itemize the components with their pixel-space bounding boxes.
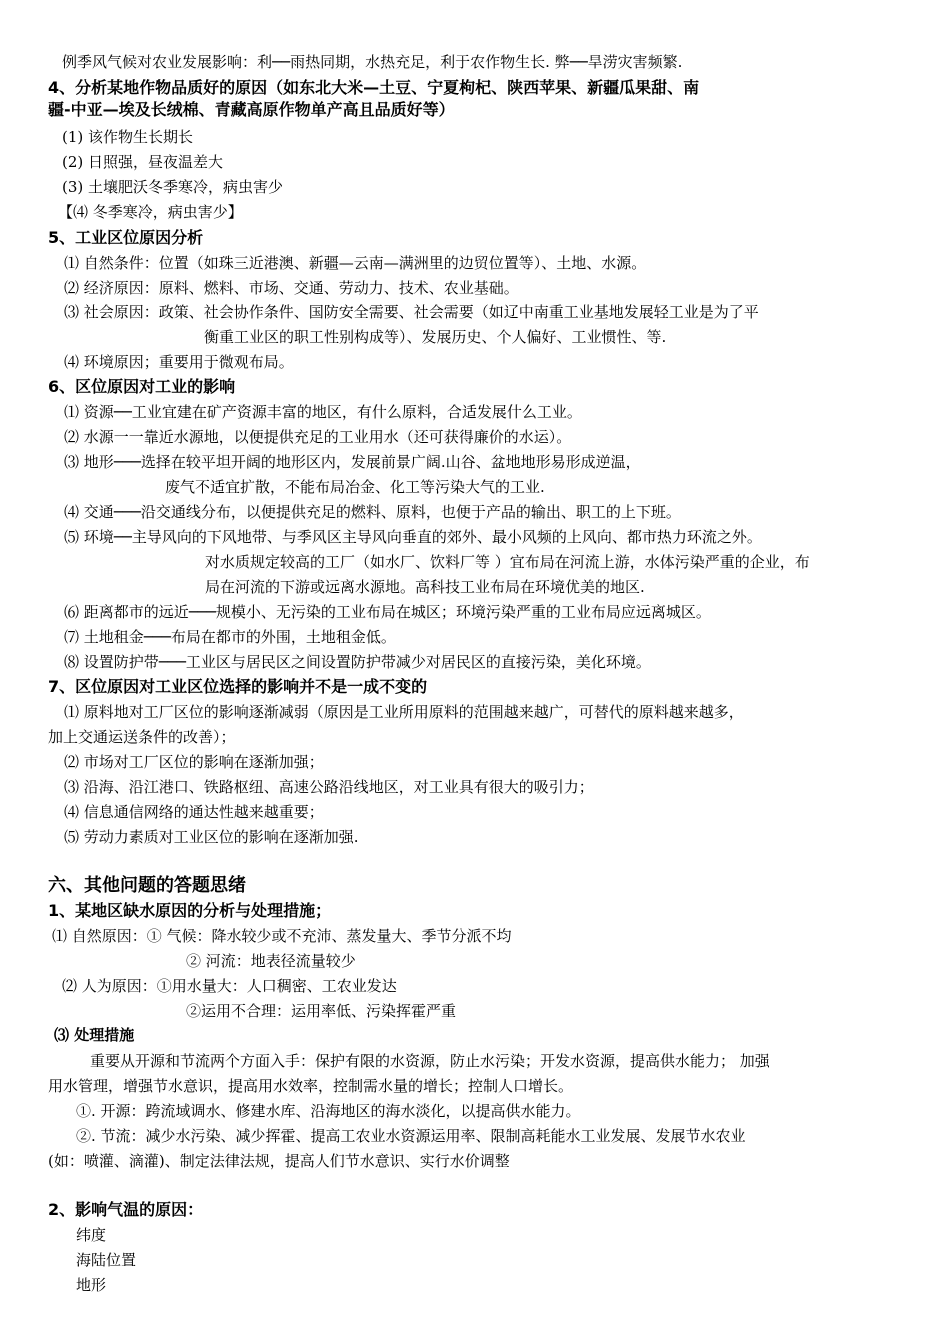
section-6-item-4: ⑷ 交通───沿交通线分布，以便提供充足的燃料、原料，也便于产品的输出、职工的上下班。	[64, 503, 681, 521]
natural-causes-river: ② 河流：地表径流量较少	[186, 952, 356, 970]
section-6-item-3-cont: 废气不适宜扩散，不能布局冶金、化工等污染大气的工业.	[165, 478, 545, 496]
section-6-item-7: ⑺ 土地租金───布局在都市的外围，土地租金低。	[64, 628, 396, 646]
section-6-heading: 6、区位原因对工业的影响	[48, 377, 236, 396]
natural-causes: ⑴ 自然原因：① 气候：降水较少或不充沛、蒸发量大、季节分派不均	[52, 927, 512, 945]
section-5-heading: 5、工业区位原因分析	[48, 228, 204, 247]
section-5-item-3-cont: 衡重工业区的职工性别构成等）、发展历史、个人偏好、工业惯性、等.	[204, 328, 667, 346]
section-6-item-2: ⑵ 水源一一靠近水源地，以便提供充足的工业用水（还可获得廉价的水运）。	[64, 428, 572, 446]
water-shortage-heading: 1、某地区缺水原因的分析与处理措施；	[48, 901, 332, 920]
section-5-item-2: ⑵ 经济原因：原料、燃料、市场、交通、劳动力、技术、农业基础。	[64, 279, 519, 297]
measure-open-source: ①. 开源：跨流域调水、修建水库、沿海地区的海水淡化，以提高供水能力。	[76, 1102, 581, 1120]
part-6-heading: 六、其他问题的答题思绪	[48, 875, 246, 896]
section-4-item-2: (2) 日照强，昼夜温差大	[62, 153, 224, 171]
section-6-item-8: ⑻ 设置防护带───工业区与居民区之间设置防护带减少对居民区的直接污染，美化环境。	[64, 653, 651, 671]
section-7-item-4: ⑷ 信息通信网络的通达性越来越重要；	[64, 803, 324, 821]
section-5-item-3: ⑶ 社会原因：政策、社会协作条件、国防安全需要、社会需要（如辽中南重工业基地发展轻工业是为了平	[64, 303, 759, 321]
section-5-item-1: ⑴ 自然条件：位置（如珠三近港澳、新疆—云南—满洲里的边贸位置等）、土地、水源。	[64, 254, 647, 272]
measure-conserve-cont: (如：喷灌、滴灌)、制定法律法规，提高人们节水意识、实行水价调整	[48, 1152, 510, 1170]
factor-land-sea-position: 海陆位置	[76, 1251, 137, 1269]
temperature-factors-heading: 2、影响气温的原因：	[48, 1200, 204, 1219]
section-6-item-1: ⑴ 资源──工业宜建在矿产资源丰富的地区，有什么原料，合适发展什么工业。	[64, 403, 582, 421]
section-6-item-5-cont-2: 局在河流的下游或远离水源地。高科技工业布局在环境优美的地区.	[205, 578, 645, 596]
section-6-item-5-cont-1: 对水质规定较高的工厂（如水厂、饮料厂等 ）宜布局在河流上游，水体污染严重的企业，布	[205, 553, 810, 571]
section-7-item-2: ⑵ 市场对工厂区位的影响在逐渐加强；	[64, 753, 324, 771]
section-6-item-5: ⑸ 环境──主导风向的下风地带、与季风区主导风向垂直的郊外、最小风频的上风向、都市热力环流之外。	[64, 528, 762, 546]
section-7-item-5: ⑸ 劳动力素质对工业区位的影响在逐渐加强.	[64, 828, 359, 846]
section-7-heading: 7、区位原因对工业区位选择的影响并不是一成不变的	[48, 677, 428, 696]
human-causes-misuse: ②运用不合理：运用率低、污染挥霍严重	[186, 1002, 457, 1020]
measures-body-cont: 用水管理，增强节水意识，提高用水效率，控制需水量的增长；控制人口增长。	[48, 1077, 574, 1095]
section-4-item-3: (3) 土壤肥沃冬季寒冷，病虫害少	[62, 178, 284, 196]
section-4-heading-cont: 疆-中亚—埃及长绒棉、青藏高原作物单产高且品质好等）	[48, 100, 455, 119]
section-7-item-1-cont: 加上交通运送条件的改善）；	[48, 728, 236, 746]
section-7-item-1: ⑴ 原料地对工厂区位的影响逐渐减弱（原因是工业所用原料的范围越来越广，可替代的原料越来越多，	[64, 703, 744, 721]
factor-terrain: 地形	[76, 1276, 107, 1294]
climate-agriculture-note: 例季风气候对农业发展影响：利──雨热同期，水热充足，利于农作物生长. 弊──旱涝灾害频繁.	[62, 53, 683, 71]
factor-latitude: 纬度	[76, 1226, 107, 1244]
human-causes: ⑵ 人为原因：①用水量大：人口稠密、工农业发达	[62, 977, 397, 995]
section-4-item-4: 【⑷ 冬季寒冷，病虫害少】	[58, 203, 243, 221]
section-4-item-1: (1) 该作物生长期长	[62, 128, 194, 146]
measures-body: 重要从开源和节流两个方面入手：保护有限的水资源，防止水污染；开发水资源，提高供水能力； 加强	[90, 1052, 770, 1070]
measures-heading: ⑶ 处理措施	[54, 1026, 135, 1044]
section-7-item-3: ⑶ 沿海、沿江港口、铁路枢纽、高速公路沿线地区，对工业具有很大的吸引力；	[64, 778, 594, 796]
section-4-heading: 4、分析某地作物品质好的原因（如东北大米—土豆、宁夏枸杞、陕西苹果、新疆瓜果甜、南	[48, 78, 700, 97]
measure-conserve: ②. 节流：减少水污染、减少挥霍、提高工农业水资源运用率、限制高耗能水工业发展、发展节水农业	[76, 1127, 746, 1145]
section-6-item-3: ⑶ 地形───选择在较平坦开阔的地形区内，发展前景广阔.山谷、盆地地形易形成逆温，	[64, 453, 641, 471]
section-5-item-4: ⑷ 环境原因；重要用于微观布局。	[64, 353, 294, 371]
section-6-item-6: ⑹ 距离都市的远近───规模小、无污染的工业布局在城区；环境污染严重的工业布局应远离城区。	[64, 603, 711, 621]
